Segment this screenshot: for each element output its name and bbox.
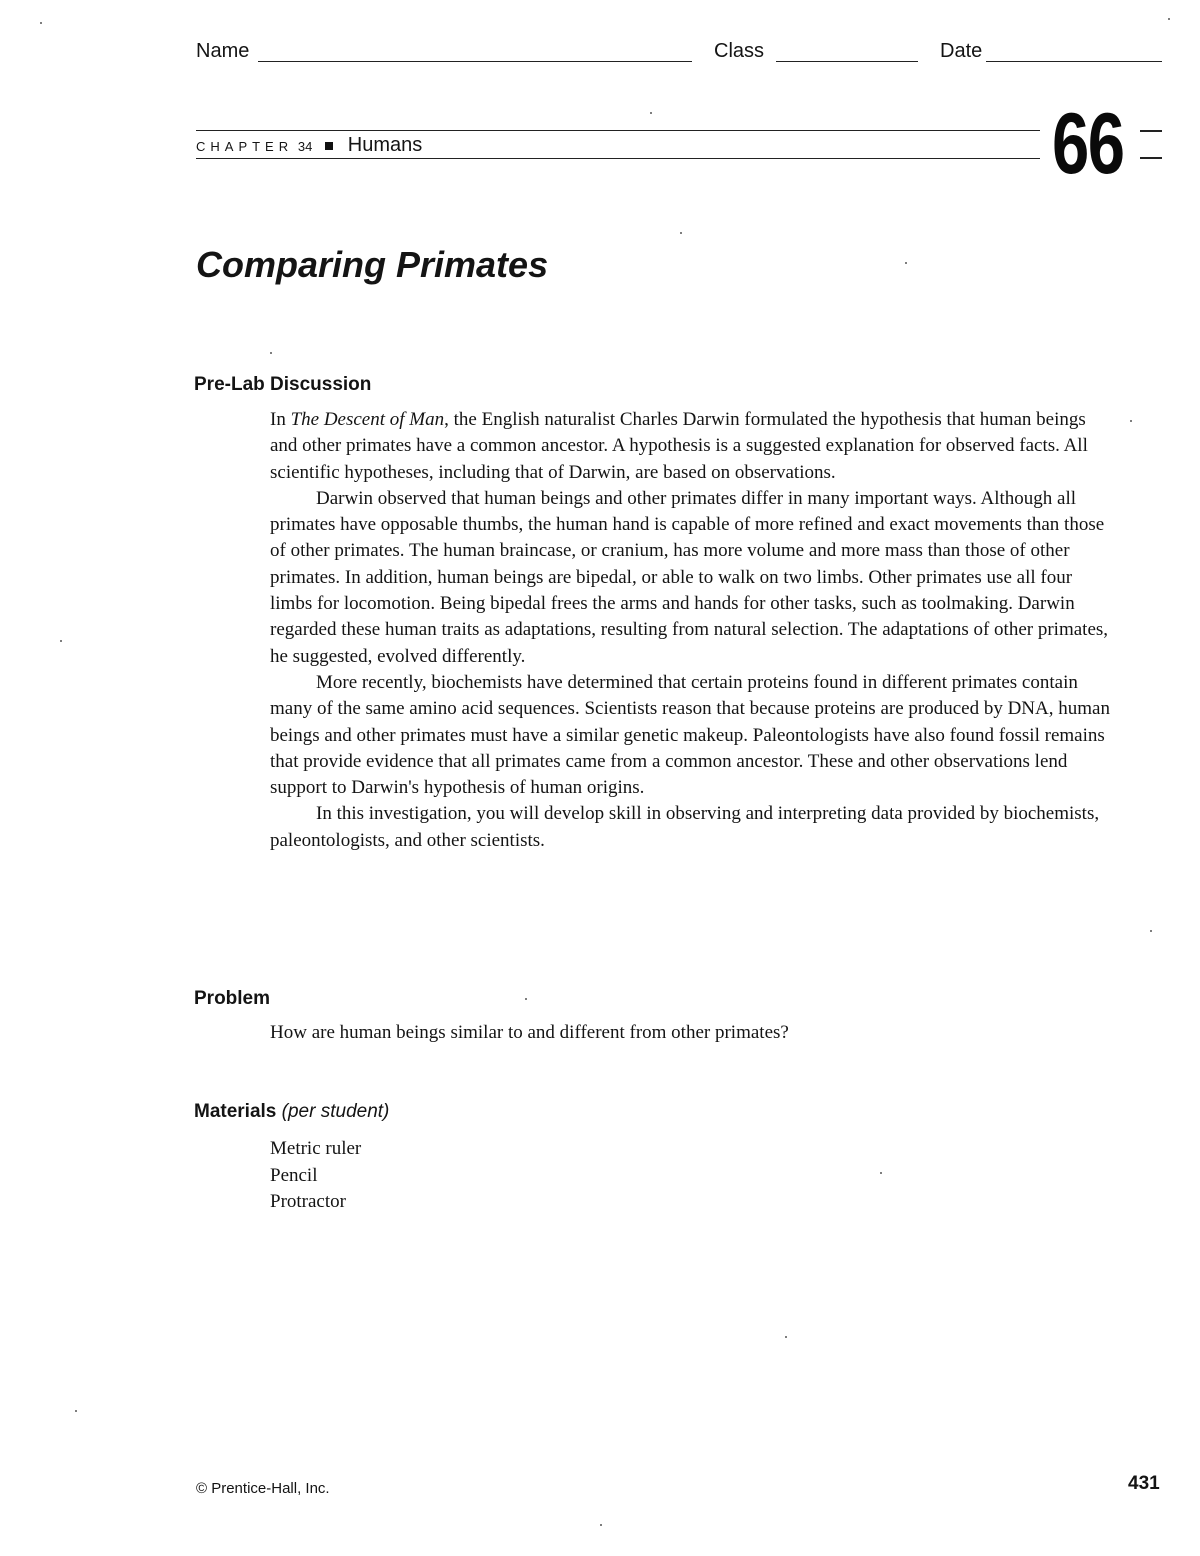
scan-speck [1150,930,1152,932]
prelab-body [270,407,1110,854]
prelab-paragraph-4: In this investigation, you will develop skill in observing and interpreting data provided by biochemists, paleontologists, and other scientists. [270,803,1100,851]
square-bullet-icon [325,142,333,150]
chapter-number: 34 [297,139,313,154]
materials-list [270,1136,361,1216]
materials-label: Materials [194,1101,277,1122]
list-item: Pencil [270,1164,318,1186]
chapter-word: CHAPTER [196,139,294,154]
date-label: Date [940,40,983,62]
copyright: © Prentice-Hall, Inc. [196,1480,330,1497]
lab-dash-top [1140,130,1162,132]
chapter-heading [196,134,422,157]
list-item: Metric ruler [270,1138,362,1159]
scan-speck [905,262,907,264]
page-title: Comparing Primates [196,244,549,285]
name-label: Name [196,40,250,62]
problem-heading: Problem [194,988,271,1009]
chapter-rule-top [196,130,1040,131]
prelab-paragraph-1 [270,407,1110,486]
page-number: 431 [1128,1473,1160,1494]
scan-speck [1168,18,1170,20]
scan-speck [600,1524,602,1526]
prelab-paragraph-2: Darwin observed that human beings and other primates differ in many important ways. Although all primates have opposable thumbs, the human hand is capable of more refined and exact movements than those of other primates. The human braincase, or cranium, has more volume and more mass than those of other primates. In addition, human beings are bipedal, or able to walk on two limbs. Other primates use all four limbs for locomotion. Being bipedal frees the arms and hands for other tasks, such as toolmaking. Darwin regarded these human traits as adaptations, resulting from natural selection. The adaptations of other primates, he suggested, evolved differently. [270,487,1109,667]
scan-speck [40,22,42,24]
class-field[interactable] [776,61,918,62]
scan-speck [525,998,527,1000]
lab-number: 66 [1052,96,1124,192]
scan-speck [785,1336,787,1338]
chapter-title: Humans [347,134,423,156]
lab-dash-bottom [1140,157,1162,159]
scan-speck [270,352,272,354]
p1-prefix: In [270,409,291,430]
scan-speck [60,640,62,642]
prelab-heading: Pre-Lab Discussion [194,374,372,395]
p1-rest: , the English naturalist Charles Darwin formulated the hypothesis that human beings and other primates have a common ancestor. A hypothesis is a suggested explanation for observed facts. All scientific hypotheses, including that of Darwin, are based on observations. [270,409,1088,483]
class-label: Class [714,40,765,62]
scan-speck [1130,420,1132,422]
scan-speck [880,1172,882,1174]
book-title: The Descent of Man [290,409,445,430]
scan-speck [650,112,652,114]
date-field[interactable] [986,61,1162,62]
scan-speck [680,232,682,234]
chapter-rule-bottom [196,158,1040,159]
list-item: Protractor [270,1191,346,1212]
materials-note: (per student) [281,1101,390,1122]
prelab-paragraph-3: More recently, biochemists have determined that certain proteins found in different primates contain many of the same amino acid sequences. Scientists reason that because proteins are produced by DNA, human beings and other primates must have a similar genetic makeup. Paleontologists have also found fossil remains that provide evidence that all primates came from a common ancestor. These and other observations lend support to Darwin's hypothesis of human origins. [270,671,1110,799]
materials-heading [194,1101,389,1123]
name-field[interactable] [258,61,692,62]
scan-speck [75,1410,77,1412]
problem-text: How are human beings similar to and different from other primates? [270,1022,789,1043]
